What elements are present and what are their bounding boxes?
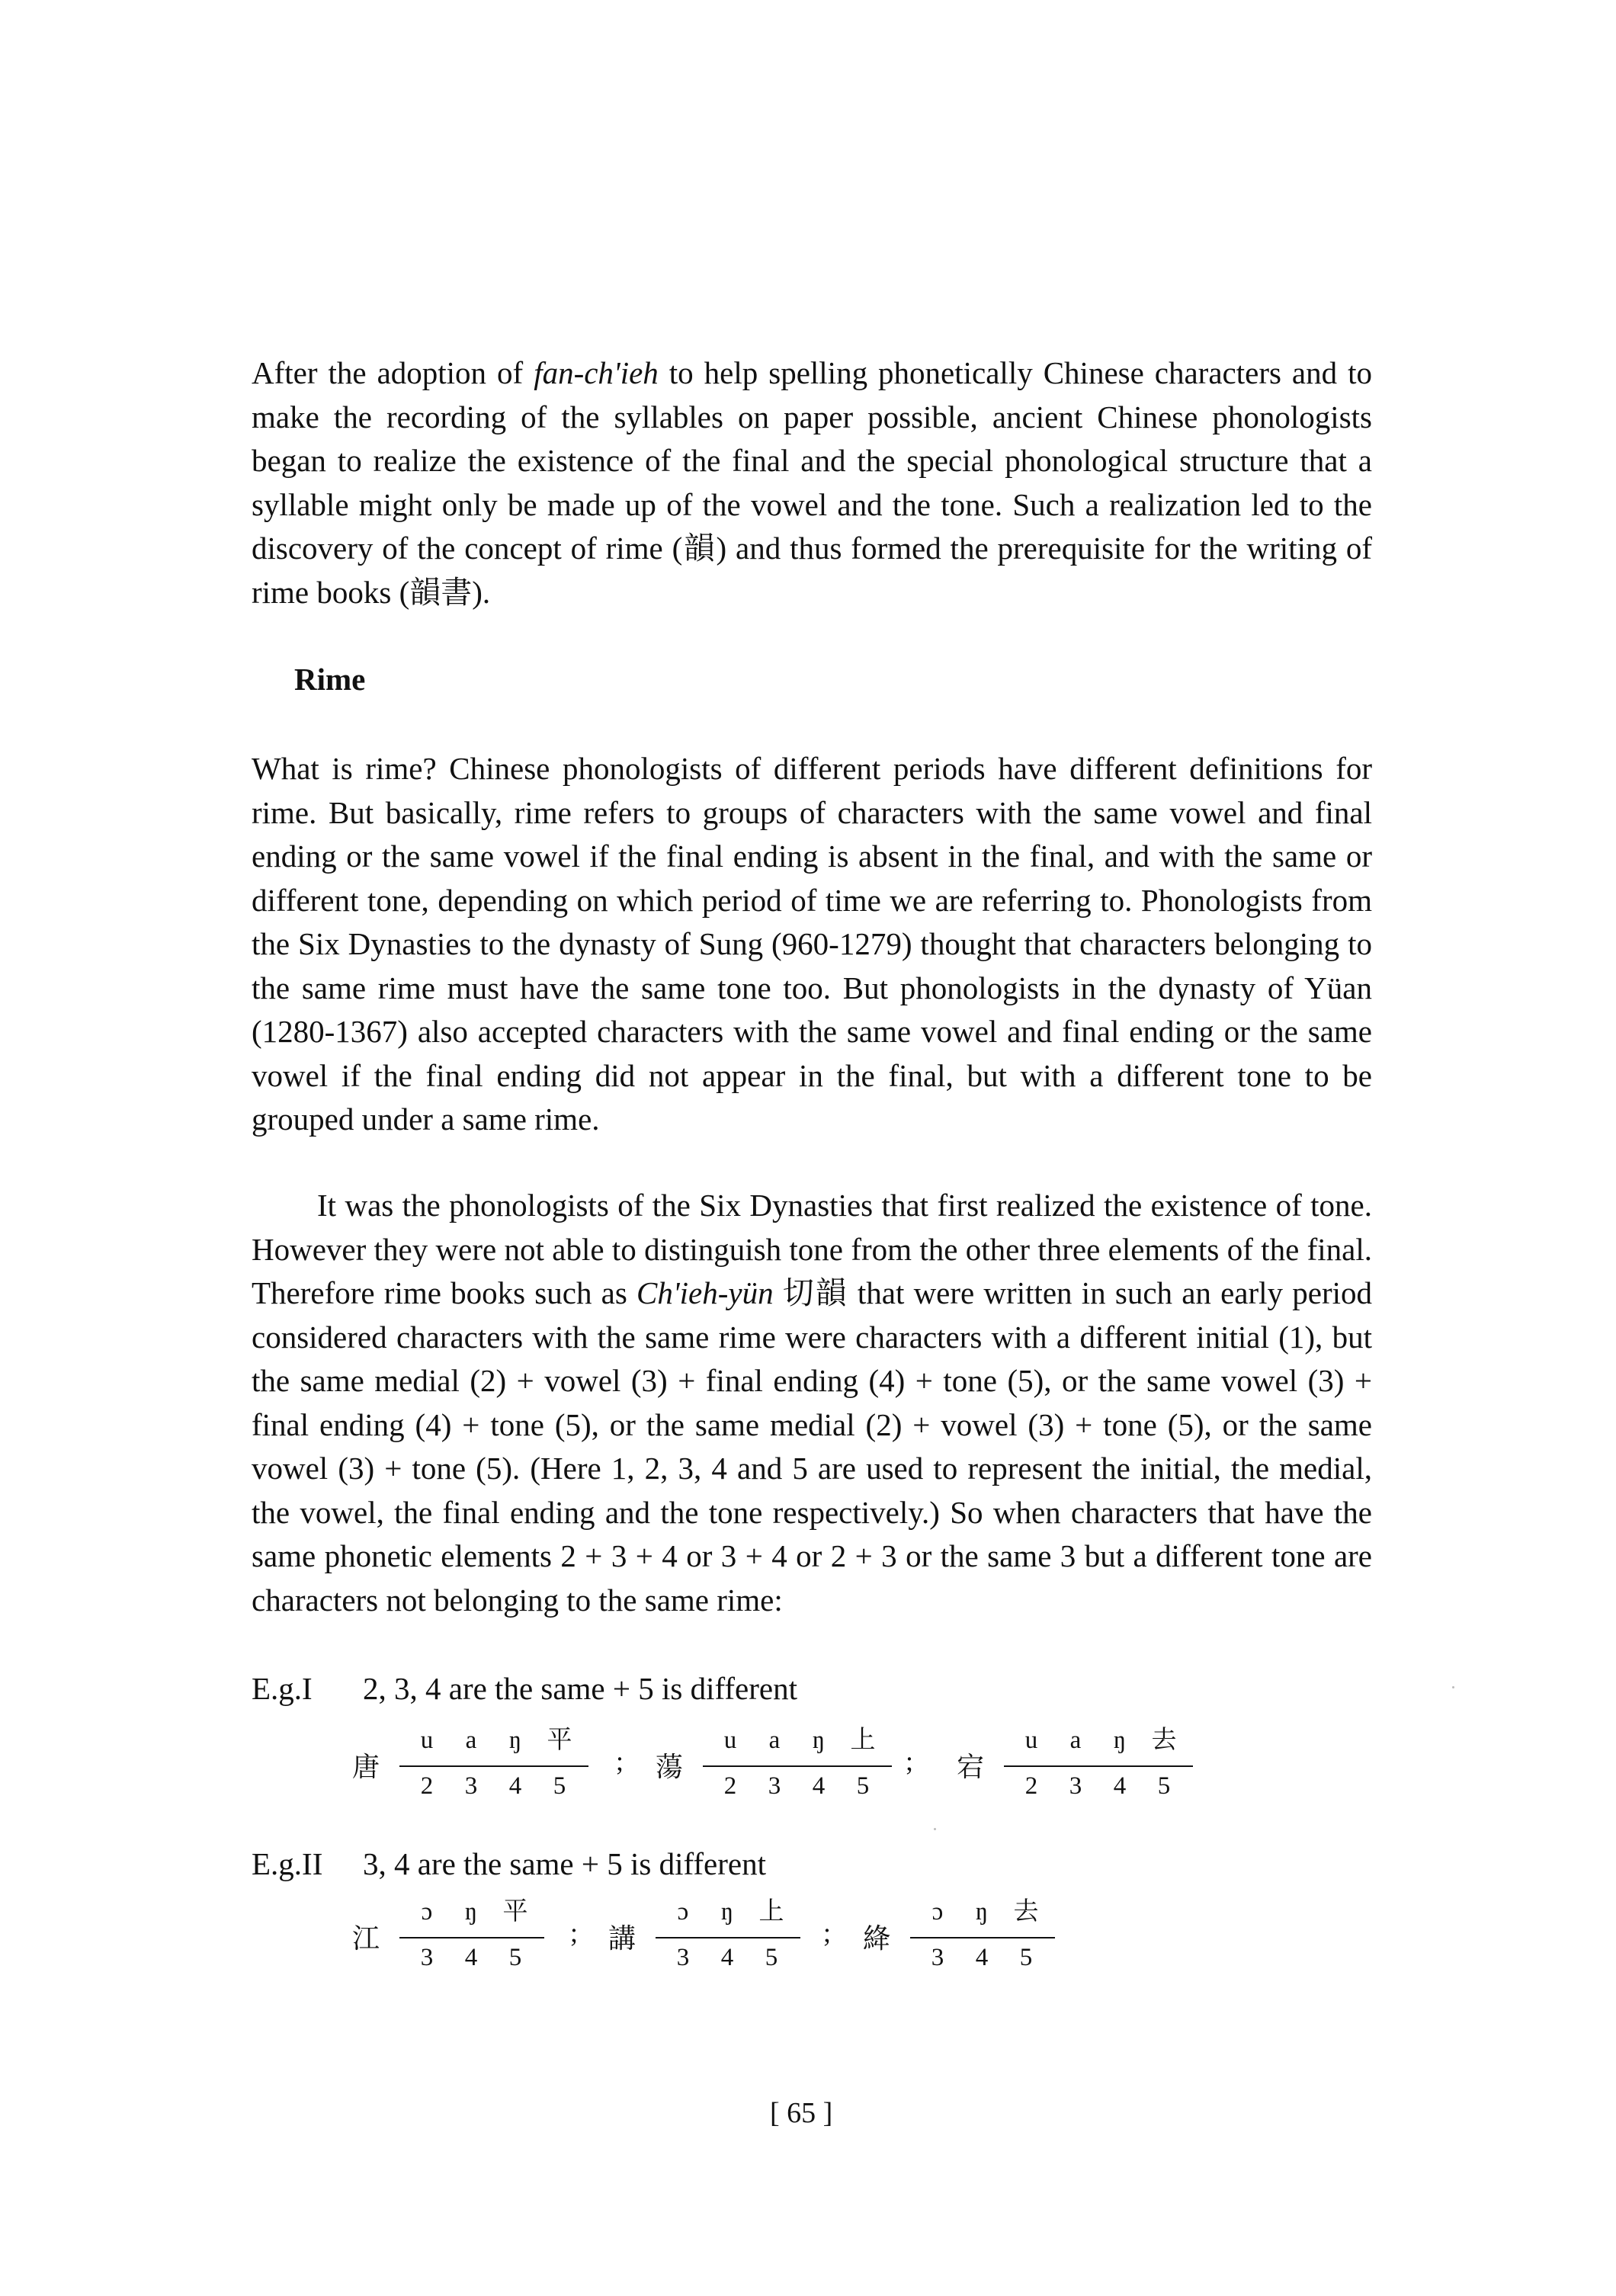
example-1-element-number: 3 xyxy=(768,1772,781,1800)
example-2-separator: ; xyxy=(823,1917,832,1948)
example-1-separator: ; xyxy=(906,1746,914,1776)
example-1-character: 唐 xyxy=(352,1752,380,1782)
example-1-phonetic-element: ŋ xyxy=(812,1727,826,1754)
example-1-character: 蕩 xyxy=(656,1752,684,1782)
example-1-phonetic-element: a xyxy=(465,1727,477,1754)
example-1-element-number: 5 xyxy=(856,1772,870,1800)
example-2-element-number: 5 xyxy=(765,1944,778,1971)
example-1-phonetic-element: u xyxy=(420,1727,434,1754)
paragraph-tone-start: It was the phonologists of the Six Dynasties that first realized the existence of tone. However they were not able to distinguish tone from the other three elements of the final. Therefore rime books such as xyxy=(252,1188,1372,1310)
example-1-element-number: 2 xyxy=(723,1772,737,1800)
example-2-phonetic-element: 平 xyxy=(502,1898,528,1926)
example-1-element-number: 4 xyxy=(508,1772,522,1800)
example-2-element-number: 4 xyxy=(720,1944,734,1971)
paragraph-tone xyxy=(252,1184,1372,1622)
example-1-phonetic-element: u xyxy=(1024,1727,1038,1754)
example-1-tag: E.g.I xyxy=(252,1671,313,1706)
example-2-phonetic-element: 上 xyxy=(758,1898,784,1926)
example-1-phonetic-element: a xyxy=(768,1727,781,1754)
example-1-fraction-bar xyxy=(399,1765,588,1767)
example-1-formula xyxy=(352,1724,592,1816)
example-1-element-number: 4 xyxy=(812,1772,826,1800)
example-1-element-number: 2 xyxy=(1024,1772,1038,1800)
example-1-character: 宕 xyxy=(957,1752,985,1782)
example-1-phonetic-element: a xyxy=(1069,1727,1082,1754)
example-2-separator: ; xyxy=(570,1917,579,1948)
example-1-phonetic-element: 去 xyxy=(1151,1727,1177,1754)
paragraph-rime-definition: What is rime? Chinese phonologists of different periods have different definitions for rime. But basically, rime refers to groups of characters with the same vowel and final ending or the same vowel if the final ending is absent in the final, and with the same or different tone, depending on which period of time we are referring to. Phonologists from the Six Dynasties to the dynasty of Sung (960-1279) thought that characters belonging to the same rime must have the same tone too. But phonologists in the dynasty of Yüan (1280-1367) also accepted characters with the same vowel and final ending or the same vowel if the final ending did not appear in the final, but with a different tone to be grouped under a same rime. xyxy=(252,751,1372,1137)
example-2-fraction-bar xyxy=(656,1937,800,1938)
example-1-element-number: 2 xyxy=(420,1772,434,1800)
example-2-phonetic-element: 去 xyxy=(1013,1898,1039,1926)
example-2-label xyxy=(252,1842,766,1887)
term-fan-chieh: fan-ch'ieh xyxy=(534,355,659,390)
example-2-phonetic-element: ŋ xyxy=(720,1898,734,1926)
example-2-element-number: 5 xyxy=(1019,1944,1033,1971)
example-2-phonetic-element: ŋ xyxy=(464,1898,478,1926)
example-2-formula xyxy=(608,1896,803,1987)
example-2-element-number: 4 xyxy=(464,1944,478,1971)
example-2-formula xyxy=(352,1896,547,1987)
example-2-element-number: 3 xyxy=(931,1944,944,1971)
example-1-phonetic-element: 上 xyxy=(850,1727,876,1754)
example-2-element-number: 3 xyxy=(676,1944,690,1971)
term-chieh-yun: Ch'ieh-yün xyxy=(636,1275,774,1310)
example-1-element-number: 3 xyxy=(464,1772,478,1800)
example-2-element-number: 4 xyxy=(975,1944,989,1971)
paragraph-tone-rest: 切韻 that were written in such an early period considered characters with the same rime were characters with a different initial (1), but the same medial (2) + vowel (3) + final ending (4) + tone (5), or the same vowel (3) + final ending (4) + tone (5), or the same medial (2) + vowel (3) + tone (5), or the same vowel (3) + tone (5). (Here 1, 2, 3, 4 and 5 are used to represent the initial, the medial, the vowel, the final ending and the tone respectively.) So when characters that have the same phonetic elements 2 + 3 + 4 or 3 + 4 or 2 + 3 or the same 3 but a different tone are characters not belonging to the same rime: xyxy=(252,1275,1372,1618)
example-1-phonetic-element: 平 xyxy=(547,1727,572,1754)
paragraph-intro-start: After the adoption of xyxy=(252,355,534,390)
example-2-phonetic-element: ɔ xyxy=(931,1898,944,1926)
example-1-element-number: 4 xyxy=(1113,1772,1127,1800)
example-2-character: 江 xyxy=(352,1923,380,1954)
example-1-label xyxy=(252,1667,797,1711)
example-2-character: 講 xyxy=(608,1923,636,1954)
example-1-fraction-bar xyxy=(1004,1765,1193,1767)
example-1-fraction-bar xyxy=(703,1765,892,1767)
example-2-formula xyxy=(863,1896,1058,1987)
example-2-phonetic-element: ŋ xyxy=(975,1898,989,1926)
example-2-element-number: 5 xyxy=(508,1944,522,1971)
example-1-element-number: 5 xyxy=(553,1772,566,1800)
example-1-phonetic-element: u xyxy=(723,1727,737,1754)
paragraph-intro-rest: to help spelling phonetically Chinese characters and to make the recording of the syllables on paper possible, ancient Chinese phonologists began to realize the existence of the final and the special phonological structure that a syllable might only be made up of the vowel and the tone. Such a realization led to the discovery of the concept of rime (韻) and thus formed the prerequisite for the writing of rime books (韻書). xyxy=(252,355,1372,610)
example-2-fraction-bar xyxy=(910,1937,1055,1938)
paragraph-intro xyxy=(252,351,1372,614)
example-2-tag: E.g.II xyxy=(252,1846,323,1881)
example-1-element-number: 3 xyxy=(1069,1772,1082,1800)
example-1-formula xyxy=(957,1724,1196,1816)
example-1-element-number: 5 xyxy=(1157,1772,1171,1800)
example-1-formula xyxy=(656,1724,895,1816)
scan-speck xyxy=(1452,1686,1454,1688)
section-heading-rime: Rime xyxy=(294,662,366,697)
scan-speck xyxy=(934,1828,936,1830)
example-2-text: 3, 4 are the same + 5 is different xyxy=(363,1846,766,1881)
example-2-fraction-bar xyxy=(399,1937,544,1938)
example-1-phonetic-element: ŋ xyxy=(1113,1727,1127,1754)
example-2-phonetic-element: ɔ xyxy=(677,1898,689,1926)
example-2-character: 絳 xyxy=(863,1923,891,1954)
example-2-element-number: 3 xyxy=(420,1944,434,1971)
example-1-text: 2, 3, 4 are the same + 5 is different xyxy=(363,1671,797,1706)
example-1-separator: ; xyxy=(616,1746,624,1776)
example-1-phonetic-element: ŋ xyxy=(508,1727,522,1754)
page-number: [ 65 ] xyxy=(770,2097,833,2129)
example-2-phonetic-element: ɔ xyxy=(421,1898,433,1926)
